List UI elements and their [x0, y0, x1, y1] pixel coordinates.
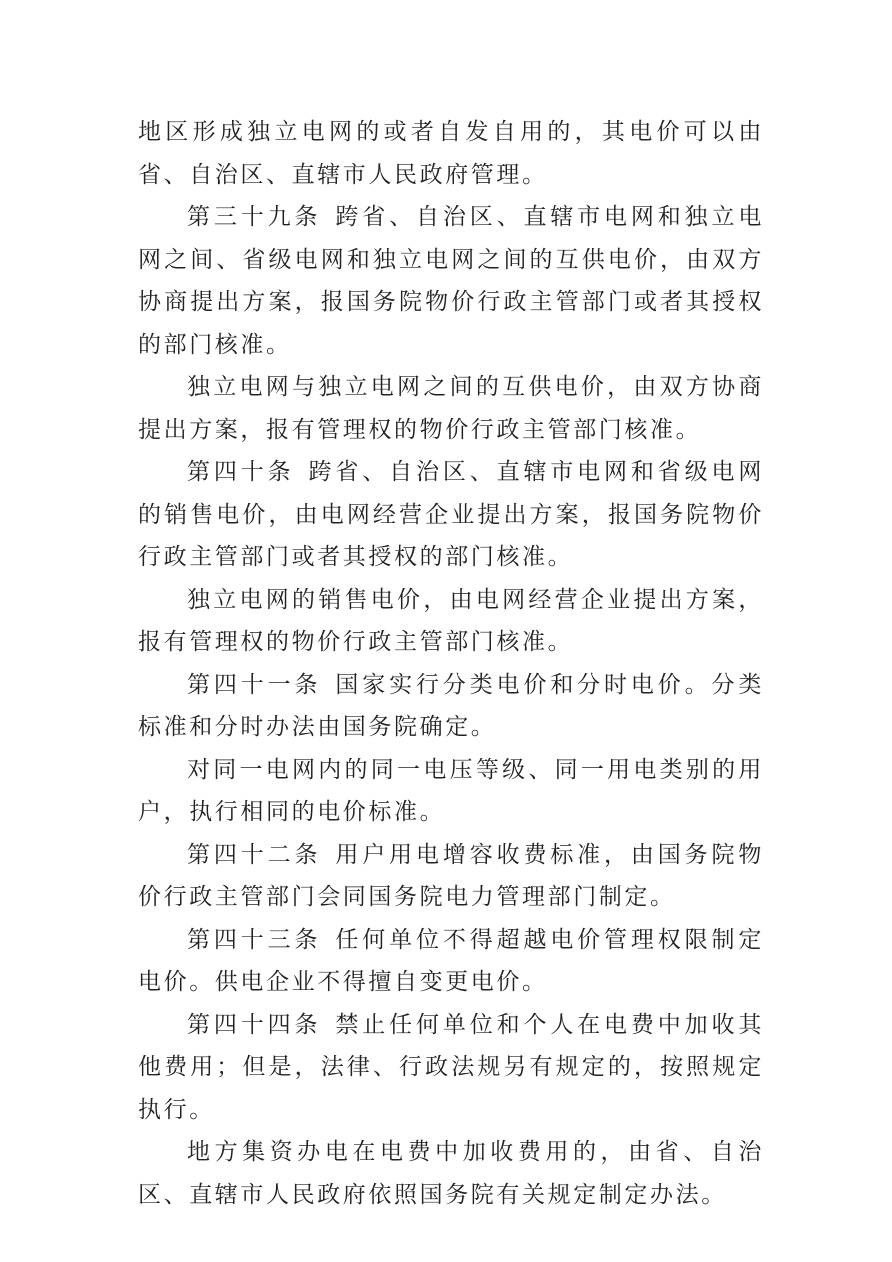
- article-41: [138, 664, 764, 749]
- paragraph-text: 独立电网与独立电网之间的互供电价，由双方协商提出方案，报有管理权的物价行政主管部门核准。: [138, 374, 764, 443]
- paragraph-text: 禁止任何单位和个人在电费中加收其他费用；但是，法律、行政法规另有规定的，按照规定执行。: [138, 1011, 765, 1123]
- paragraph-text: 地区形成独立电网的或者自发自用的，其电价可以由省、自治区、直辖市人民政府管理。: [138, 119, 764, 188]
- article-number: 第四十一条: [187, 671, 322, 698]
- paragraph: [138, 749, 764, 834]
- paragraph-text: 用户用电增容收费标准，由国务院物价行政主管部门会同国务院电力管理部门制定。: [138, 841, 765, 910]
- article-number: 第三十九条: [187, 204, 322, 230]
- article-number: 第四十四条: [187, 1011, 322, 1038]
- paragraph: [138, 1131, 764, 1216]
- article-40: [138, 451, 764, 579]
- paragraph-text: 跨省、自治区、直辖市电网和省级电网的销售电价，由电网经营企业提出方案，报国务院物价行政主管部门或者其授权的部门核准。: [138, 459, 764, 570]
- paragraph: [138, 366, 764, 451]
- article-number: 第四十二条: [187, 841, 322, 868]
- paragraph-continuation: [138, 111, 764, 196]
- article-number: 第四十三条: [187, 926, 322, 953]
- document-body: [138, 111, 764, 1216]
- paragraph-text: 对同一电网内的同一电压等级、同一用电类别的用户，执行相同的电价标准。: [138, 756, 764, 825]
- paragraph-text: 国家实行分类电价和分时电价。分类标准和分时办法由国务院确定。: [138, 671, 765, 740]
- article-43: [138, 919, 764, 1004]
- article-42: [138, 834, 764, 919]
- paragraph-text: 任何单位不得超越电价管理权限制定电价。供电企业不得擅自变更电价。: [138, 926, 765, 995]
- paragraph: [138, 579, 764, 664]
- article-39: [138, 196, 764, 366]
- article-number: 第四十条: [187, 459, 295, 485]
- paragraph-text: 独立电网的销售电价，由电网经营企业提出方案，报有管理权的物价行政主管部门核准。: [138, 586, 764, 655]
- paragraph-text: 地方集资办电在电费中加收费用的，由省、自治区、直辖市人民政府依照国务院有关规定制定办法。: [138, 1139, 764, 1208]
- paragraph-text: 跨省、自治区、直辖市电网和独立电网之间、省级电网和独立电网之间的互供电价，由双方协商提出方案，报国务院物价行政主管部门或者其授权的部门核准。: [138, 204, 765, 358]
- article-44: [138, 1004, 764, 1132]
